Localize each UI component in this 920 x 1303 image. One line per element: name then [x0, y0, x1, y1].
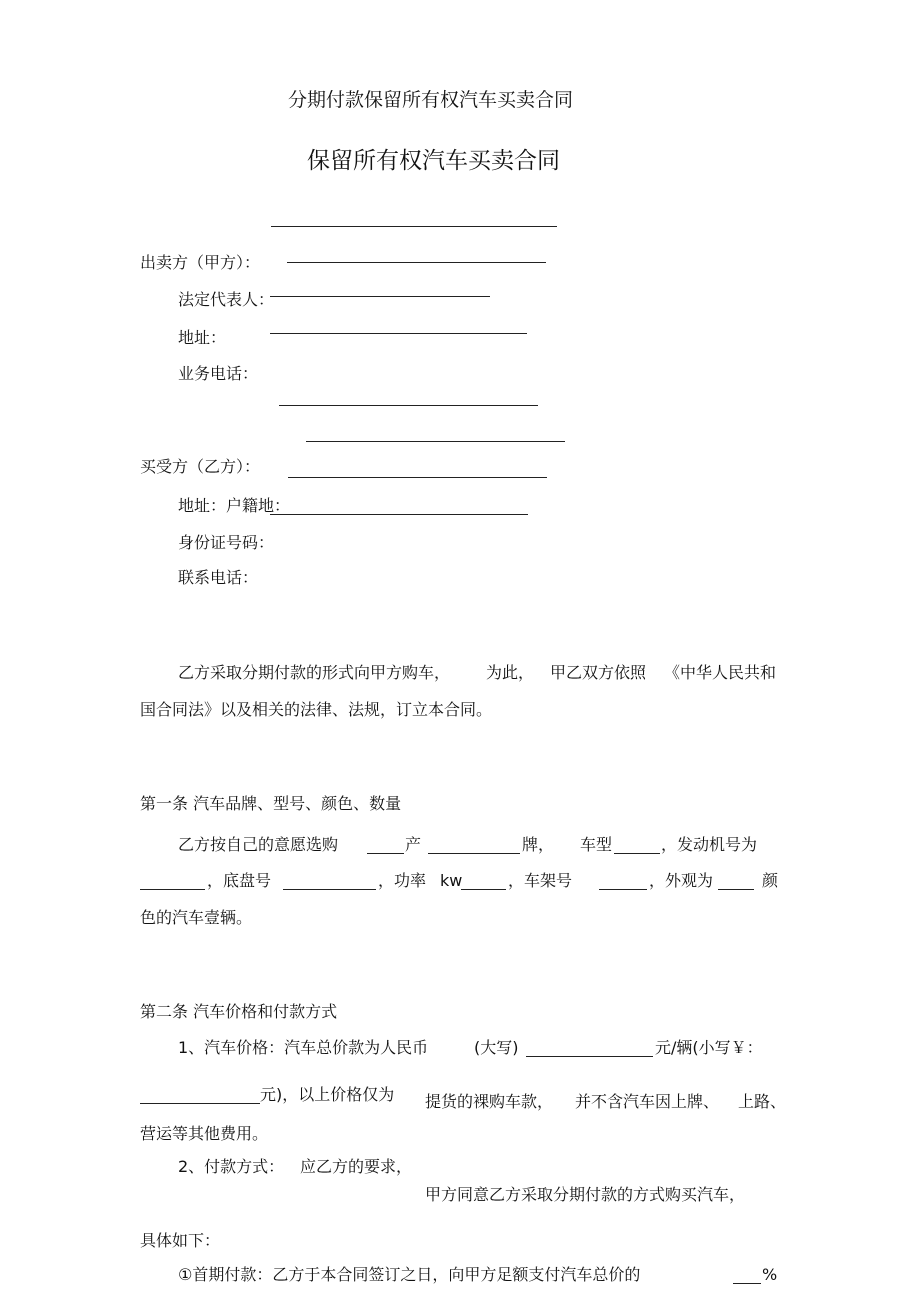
- article-text: ①首期付款：乙方于本合同签订之日，向甲方足额支付汽车总价的: [178, 1265, 641, 1284]
- article-text: 应乙方的要求，: [300, 1157, 413, 1176]
- article-text: 牌，: [522, 835, 555, 854]
- article-2-title: 第二条 汽车价格和付款方式: [140, 1002, 338, 1021]
- seller-address-label: 地址：: [178, 328, 227, 347]
- article-text: 乙方按自己的意愿选购: [178, 835, 339, 854]
- buyer-phone-label: 联系电话：: [178, 568, 259, 587]
- article-text: 具体如下：: [140, 1231, 221, 1250]
- article-text: ，底盘号: [207, 871, 272, 890]
- article-text: 并不含汽车因上牌、: [575, 1092, 720, 1111]
- article-text: 提货的裸购车款，: [425, 1092, 554, 1111]
- blank-line: [287, 262, 546, 263]
- blank-field: [428, 837, 520, 854]
- blank-field: [526, 1040, 653, 1057]
- document-subtitle: 分期付款保留所有权汽车买卖合同: [288, 89, 574, 111]
- blank-line: [270, 514, 528, 515]
- intro-text: 乙方采取分期付款的形式向甲方购车，: [178, 663, 451, 682]
- seller-label: 出卖方（甲方）：: [140, 253, 261, 272]
- blank-field: [283, 873, 376, 890]
- blank-field: [718, 873, 754, 890]
- blank-line: [288, 477, 547, 478]
- blank-line: [279, 405, 538, 406]
- blank-field: [733, 1267, 761, 1284]
- article-text: 车型: [580, 835, 613, 854]
- buyer-label: 买受方（乙方）：: [140, 457, 261, 476]
- article-text: kw: [440, 871, 463, 890]
- blank-field: [367, 837, 404, 854]
- seller-rep-label: 法定代表人：: [178, 290, 275, 309]
- article-1-title: 第一条 汽车品牌、型号、颜色、数量: [140, 794, 402, 813]
- article-text: 元)，以上价格仅为: [260, 1085, 395, 1104]
- blank-line: [271, 226, 557, 227]
- blank-field: [140, 1087, 260, 1104]
- article-text: ，车架号: [508, 871, 573, 890]
- blank-field: [599, 873, 647, 890]
- intro-text: 为此，: [486, 663, 535, 682]
- blank-line: [306, 441, 565, 442]
- article-text: 上路、: [738, 1092, 787, 1111]
- article-text: 2、付款方式：: [178, 1157, 285, 1176]
- article-text: 产: [405, 835, 422, 854]
- buyer-address-label: 地址：户籍地：: [178, 496, 291, 515]
- article-text: (大写): [474, 1038, 519, 1057]
- article-text: ，功率: [378, 871, 427, 890]
- blank-field: [140, 873, 205, 890]
- blank-line: [270, 296, 490, 297]
- buyer-id-label: 身份证号码：: [178, 533, 275, 552]
- seller-phone-label: 业务电话：: [178, 364, 259, 383]
- blank-field: [461, 873, 506, 890]
- blank-field: [614, 837, 660, 854]
- blank-line: [270, 333, 527, 334]
- article-text: 色的汽车壹辆。: [140, 908, 253, 927]
- document-title: 保留所有权汽车买卖合同: [307, 148, 560, 174]
- article-text: 营运等其他费用。: [140, 1124, 269, 1143]
- article-text: ，外观为: [649, 871, 714, 890]
- article-text: 1、汽车价格：汽车总价款为人民币: [178, 1038, 429, 1057]
- intro-text: 国合同法》以及相关的法律、法规，订立本合同。: [140, 700, 493, 719]
- intro-text: 《中华人民共和: [664, 663, 777, 682]
- article-text: 甲方同意乙方采取分期付款的方式购买汽车，: [425, 1185, 746, 1204]
- article-text: 颜: [762, 871, 779, 890]
- article-text: ，发动机号为: [661, 835, 758, 854]
- article-text: 元/辆(小写￥：: [655, 1038, 763, 1057]
- article-text: %: [762, 1265, 778, 1284]
- intro-text: 甲乙双方依照: [550, 663, 647, 682]
